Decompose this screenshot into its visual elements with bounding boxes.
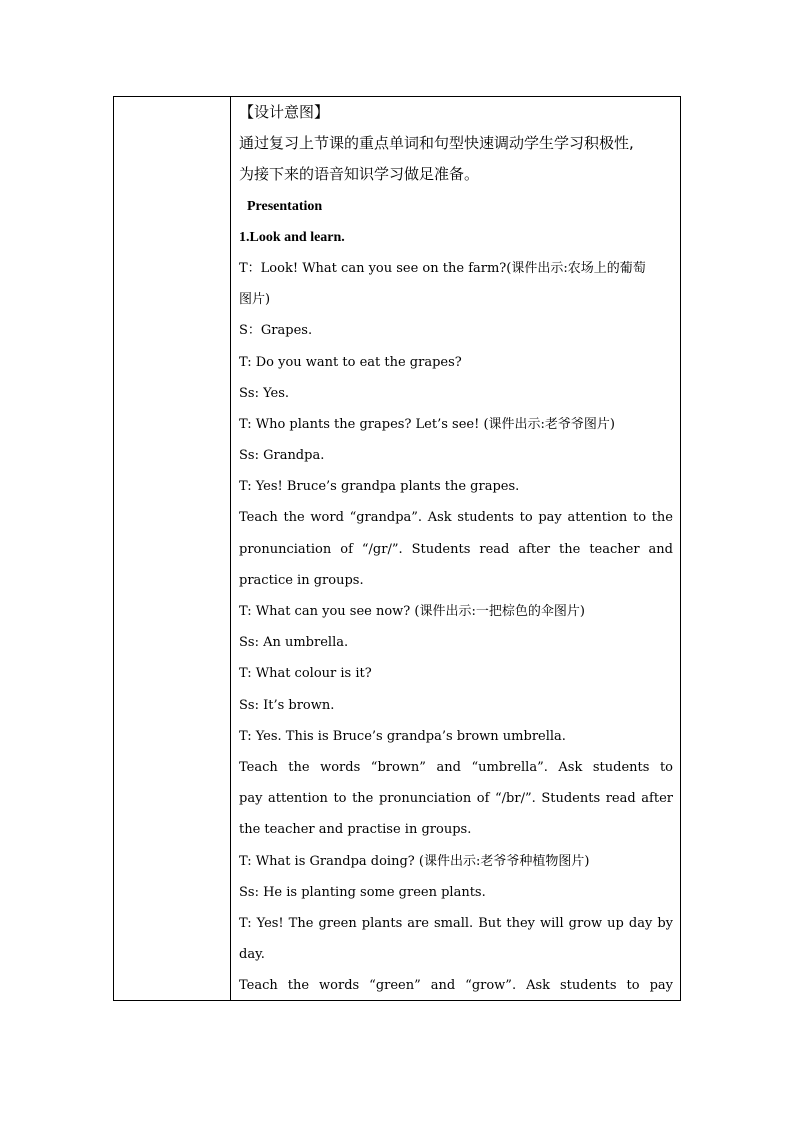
dialogue-line: T: Who plants the grapes? Let’s see! (课件出示:老爷爷图片) (239, 416, 615, 432)
dialogue-line: 图片) (239, 292, 271, 308)
instruction-line: the teacher and practise in groups. (239, 822, 472, 838)
dialogue-line: Ss: It’s brown. (239, 697, 335, 713)
dialogue-line: T: Yes. This is Bruce’s grandpa’s brown umbrella. (239, 728, 566, 744)
dialogue-line: S：Grapes. (239, 323, 313, 339)
dialogue-line: Ss: He is planting some green plants. (239, 884, 486, 900)
section-heading-presentation: Presentation (247, 198, 323, 214)
lesson-plan-table (113, 96, 681, 1001)
instruction-line: Teach the word “grandpa”. Ask students to pay attention to the (239, 510, 673, 526)
design-intent-line: 为接下来的语音知识学习做足准备。 (239, 165, 480, 184)
dialogue-line: Ss: An umbrella. (239, 635, 349, 651)
instruction-line: Teach the words “brown” and “umbrella”. Ask students to (239, 759, 673, 775)
dialogue-line: T: Do you want to eat the grapes? (239, 354, 462, 370)
instruction-line: practice in groups. (239, 572, 364, 588)
dialogue-line: T: Yes! Bruce’s grandpa plants the grapes. (239, 479, 520, 495)
instruction-line: pronunciation of “/gr/”. Students read after the teacher and (239, 541, 673, 557)
design-intent-heading: 【设计意图】 (239, 103, 330, 121)
dialogue-line: T: Yes! The green plants are small. But they will grow up day by (239, 915, 673, 931)
dialogue-line: Ss: Yes. (239, 385, 290, 401)
dialogue-line: T: What is Grandpa doing? (课件出示:老爷爷种植物图片) (239, 853, 590, 869)
dialogue-line: T：Look! What can you see on the farm?(课件出示:农场上的葡萄 (239, 260, 646, 276)
dialogue-line: day. (239, 947, 265, 963)
step-heading-look-and-learn: 1.Look and learn. (239, 229, 345, 245)
dialogue-line: T: What can you see now? (课件出示:一把棕色的伞图片) (239, 604, 585, 619)
dialogue-line: Ss: Grandpa. (239, 448, 325, 464)
lesson-content-cell (239, 97, 673, 1001)
design-intent-line: 通过复习上节课的重点单词和句型快速调动学生学习积极性, (239, 134, 634, 153)
dialogue-line: T: What colour is it? (239, 666, 372, 682)
instruction-line: pay attention to the pronunciation of “/br/”. Students read after (239, 791, 673, 807)
instruction-line: Teach the words “green” and “grow”. Ask students to pay (239, 978, 673, 994)
column-divider (230, 97, 231, 1000)
